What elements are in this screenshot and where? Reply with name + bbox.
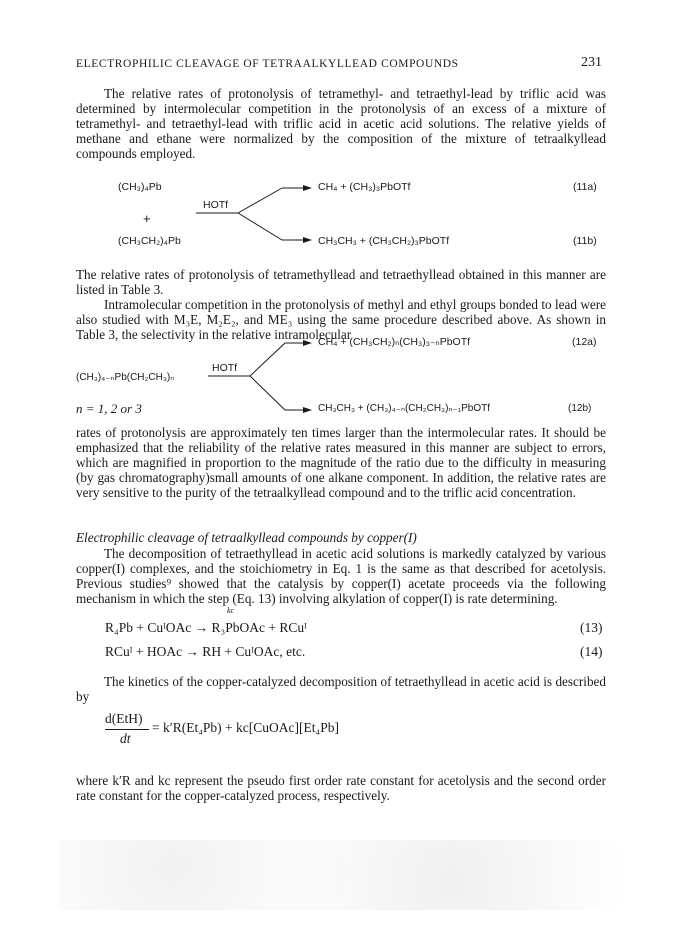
scheme1-branch-down [238, 213, 282, 240]
scheme2-label-a: (12a) [572, 336, 597, 348]
paragraph-4 [76, 546, 606, 606]
paragraph-3 [76, 425, 606, 500]
scheme2-reagent: HOTf [212, 362, 238, 374]
scheme1-label-a: (11a) [573, 181, 597, 193]
scheme2-arrowhead-b [303, 407, 312, 413]
running-header: ELECTROPHILIC CLEAVAGE OF TETRAALKYLLEAD COMPOUNDS [76, 58, 459, 70]
scheme1-arrowhead-b [303, 237, 312, 243]
scheme1-reactant-2: (CH₃CH₂)₄Pb [118, 235, 181, 247]
paragraph-3-text: rates of protonolysis are approximately ten times larger than the intermolecular rates. It should be emphasized that the reliability of the relative rates measured in this manner are subject to errors, which are magnified in proportion to the magnitude of the ratio due to the difficulty in measuring (by gas chromatography)small amounts of one alkane component. In addition, the relative rates are very sensitive to the purity of the tetraalkyllead compound and to the triflic acid concentration. [76, 425, 606, 500]
scheme1-reactant-1: (CH₃)₄Pb [118, 181, 162, 193]
scheme2-branch-up [250, 343, 285, 376]
equation-13-number: (13) [580, 620, 603, 635]
scheme2-arrowhead-a [303, 340, 312, 346]
paragraph-2b-text: Intramolecular competition in the protonolysis of methyl and ethyl groups bonded to lead were also studied with M₃E, M₂E₂, and ME₃ using the same procedure described above. As shown in Table 3, the selectivity in the relative intramolecular [76, 297, 606, 342]
paragraph-1-text: The relative rates of protonolysis of tetramethyl- and tetraethyl-lead by triflic acid was determined by intermolecular competition in the protonolysis of an excess of a mixture of tetramethyl- and tetraethyl-lead with triflic acid in acetic acid solutions. The relative yields of methane and ethane were normalized by the composition of the mixture of tetraalkyllead compounds employed. [76, 86, 606, 161]
scheme2-n-condition: n = 1, 2 or 3 [76, 401, 142, 416]
paragraph-2a-text: The relative rates of protonolysis of tetramethyllead and tetraethyllead obtained in this manner are listed in Table 3. [76, 267, 606, 297]
rate-law-denominator: dt [120, 731, 131, 746]
paragraph-4-text: The decomposition of tetraethyllead in acetic acid solutions is markedly catalyzed by various copper(I) complexes, and the stoichiometry in Eq. 1 is the same as that described for acetolysis. Previous studies⁹ showed that the catalysis by copper(I) acetate proceeds via the following mechanism in which the step (Eq. 13) involving alkylation of copper(I) is rate determining. [76, 546, 606, 606]
equation-14: RCuᴵ + HOAc → RH + CuᴵOAc, etc. [105, 644, 306, 659]
scan-noise [60, 840, 620, 910]
scheme1-plus: + [143, 211, 151, 226]
paragraph-6-text: where k′R and kc represent the pseudo first order rate constant for acetolysis and the second order rate constant for the copper-catalyzed process, respectively. [76, 773, 606, 803]
scheme1-label-b: (11b) [573, 235, 597, 247]
scheme1-reagent: HOTf [203, 199, 229, 211]
paragraph-6 [76, 773, 606, 803]
equation-14-number: (14) [580, 644, 603, 659]
paragraph-5-text: The kinetics of the copper-catalyzed decomposition of tetraethyllead in acetic acid is described by [76, 674, 606, 704]
scheme2-branch-down [250, 376, 285, 410]
scheme2-label-b: (12b) [568, 403, 592, 414]
paragraph-5 [76, 674, 606, 704]
scheme1-product-b: CH₃CH₃ + (CH₃CH₂)₃PbOTf [318, 235, 450, 247]
rate-law-rhs: = k′R(Et₄Pb) + kc[CuOAc][Et₄Pb] [152, 720, 339, 735]
eq13-arrow-label: kc [227, 606, 235, 615]
rate-law-numerator: d(EtH) [105, 711, 143, 726]
scheme2-reactant: (CH₃)₄₋ₙPb(CH₂CH₃)ₙ [76, 372, 175, 383]
page-number: 231 [581, 55, 602, 70]
scheme1-product-a: CH₄ + (CH₃)₃PbOTf [318, 181, 411, 193]
section-heading-text: Electrophilic cleavage of tetraalkyllead compounds by copper(I) [76, 530, 417, 545]
scheme1-branch-up [238, 188, 282, 213]
equation-13: R₄Pb + CuᴵOAc → R₃PbOAc + RCuᴵ [105, 620, 307, 635]
section-heading [76, 530, 606, 545]
scheme2-product-a: CH₄ + (CH₃CH₂)ₙ(CH₃)₃₋ₙPbOTf [318, 336, 471, 348]
fraction-bar [105, 729, 149, 730]
scheme2-product-b: CH₃CH₃ + (CH₃)₄₋ₙ(CH₂CH₃)ₙ₋₁PbOTf [318, 403, 490, 414]
scheme1-arrowhead-a [303, 185, 312, 191]
